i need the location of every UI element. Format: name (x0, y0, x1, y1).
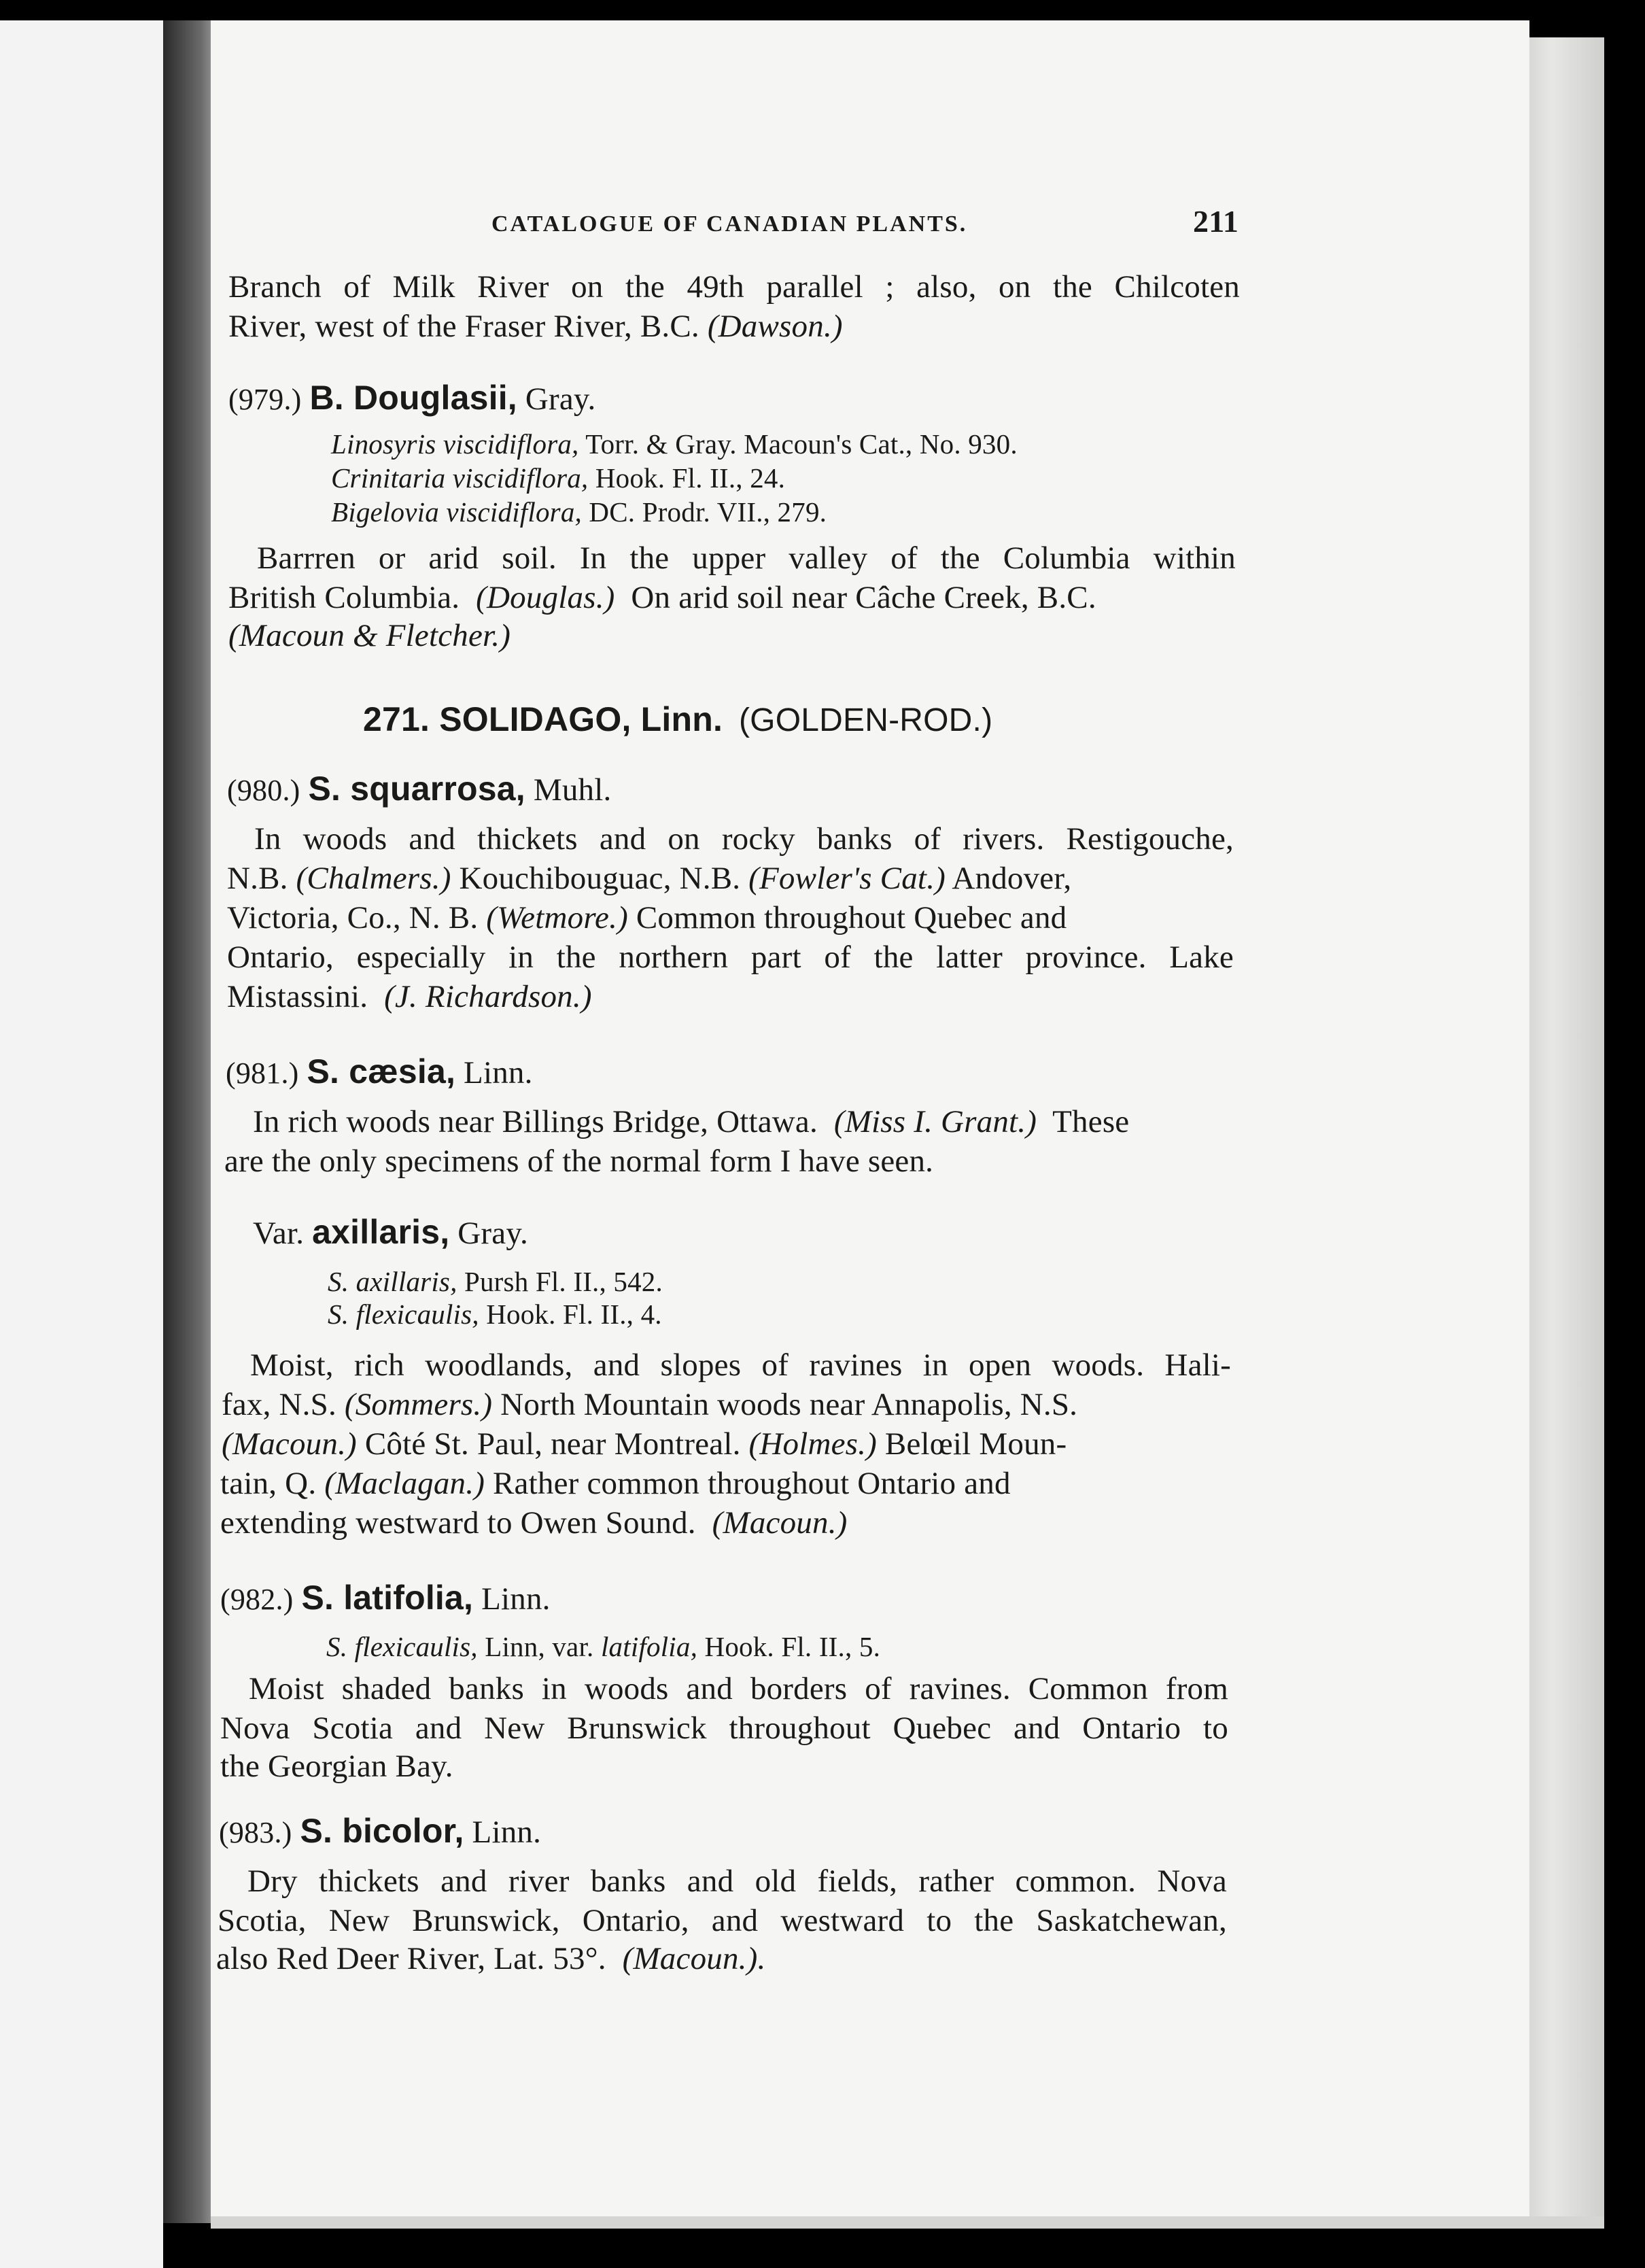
paragraph-line: are the only specimens of the normal form I have seen. (224, 1144, 934, 1179)
species-authority: Linn. (473, 1581, 551, 1617)
paragraph-line (228, 617, 510, 655)
species-authority: Gray. (517, 381, 596, 417)
species-name: S. cæsia, (307, 1052, 456, 1090)
paragraph-line: Scotia, New Brunswick, Ontario, and westward to the Saskatchewan, (218, 1903, 1227, 1938)
paragraph-line: Ontario, especially in the northern part of the latter province. Lake (227, 940, 1234, 975)
page-number: 211 (1193, 204, 1239, 239)
species-authority: Linn. (455, 1055, 533, 1090)
species-authority: Linn. (464, 1815, 542, 1850)
paragraph-line: the Georgian Bay. (220, 1749, 453, 1784)
genus-common-name: (GOLDEN-ROD.) (738, 702, 993, 738)
synonym-line: Linosyris viscidiflora, Torr. & Gray. Macoun's Cat., No. 930. (331, 428, 1018, 460)
species-heading (227, 770, 611, 810)
paragraph-line: Branch of Milk River on the 49th parallel ; also, on the Chilcoten (228, 269, 1240, 305)
species-name: S. squarrosa, (308, 770, 525, 808)
entry-number: (979.) (228, 383, 302, 416)
paragraph-line: (Macoun.) Côté St. Paul, near Montreal. (Holmes.) Belœil Moun- (222, 1426, 1067, 1462)
entry-number: (982.) (220, 1583, 294, 1616)
book-spine-shadow (163, 20, 211, 2223)
collector-citation: (Dawson.) (707, 309, 843, 344)
paragraph-line: Moist shaded banks in woods and borders of ravines. Common from (249, 1671, 1228, 1706)
paragraph-line: tain, Q. (Maclagan.) Rather common throughout Ontario and (220, 1466, 1011, 1501)
species-heading (226, 1052, 533, 1093)
paragraph-line: Mistassini. (J. Richardson.) (227, 979, 592, 1014)
species-heading (220, 1579, 551, 1619)
synonym-line: S. flexicaulis, Hook. Fl. II., 4. (328, 1299, 662, 1330)
paragraph-line: Victoria, Co., N. B. (Wetmore.) Common throughout Quebec and (227, 900, 1067, 935)
entry-number: (981.) (226, 1056, 299, 1090)
synonym-line: S. flexicaulis, Linn, var. latifolia, Hook. Fl. II., 5. (326, 1631, 881, 1662)
species-heading (219, 1812, 541, 1852)
paragraph-line: Dry thickets and river banks and old fields, rather common. Nova (247, 1863, 1227, 1899)
genus-heading (363, 700, 992, 740)
variety-heading: Var. axillaris, Gray. (253, 1213, 528, 1251)
synonym-line: Crinitaria viscidiflora, Hook. Fl. II., 24. (331, 462, 786, 494)
paragraph-line: River, west of the Fraser River, B.C. (Dawson.) (228, 309, 843, 344)
paragraph-line: N.B. (Chalmers.) Kouchibouguac, N.B. (Fowler's Cat.) Andover, (227, 861, 1072, 896)
species-name: S. bicolor, (300, 1812, 464, 1850)
paragraph-line: Barrren or arid soil. In the upper valley of the Columbia within (257, 540, 1236, 576)
variety-authority: Gray. (449, 1216, 528, 1251)
synonym-line: Bigelovia viscidiflora, DC. Prodr. VII., 279. (331, 496, 827, 528)
paragraph-line: British Columbia. (Douglas.) On arid soil near Câche Creek, B.C. (228, 580, 1096, 615)
paragraph-line: Moist, rich woodlands, and slopes of ravines in open woods. Hali- (250, 1347, 1231, 1383)
species-heading (228, 379, 596, 419)
page-bottom-edge (211, 2216, 1604, 2229)
species-authority: Muhl. (525, 772, 612, 808)
paragraph-line: In rich woods near Billings Bridge, Ottawa. (Miss I. Grant.) These (253, 1104, 1130, 1139)
paragraph-line: Nova Scotia and New Brunswick throughout Quebec and Ontario to (220, 1711, 1228, 1746)
running-head: CATALOGUE OF CANADIAN PLANTS. (491, 211, 968, 237)
paragraph-line: also Red Deer River, Lat. 53°. (Macoun.). (216, 1941, 766, 1976)
collector-citation: (Macoun & Fletcher.) (228, 618, 511, 653)
variety-name: axillaris, (312, 1213, 450, 1251)
entry-number: (983.) (219, 1816, 292, 1849)
genus-title: 271. SOLIDAGO, Linn. (363, 700, 723, 738)
paragraph-line: fax, N.S. (Sommers.) North Mountain woods near Annapolis, N.S. (222, 1387, 1078, 1422)
entry-number: (980.) (227, 774, 300, 807)
left-page-margin (0, 20, 163, 2268)
species-name: B. Douglasii, (309, 379, 517, 417)
paragraph-line: In woods and thickets and on rocky banks of rivers. Restigouche, (254, 821, 1234, 857)
paragraph-line: extending westward to Owen Sound. (Macoun.) (220, 1505, 848, 1541)
species-name: S. latifolia, (301, 1579, 474, 1617)
page-edge-stack (1529, 37, 1604, 2227)
synonym-line: S. axillaris, Pursh Fl. II., 542. (328, 1266, 663, 1297)
